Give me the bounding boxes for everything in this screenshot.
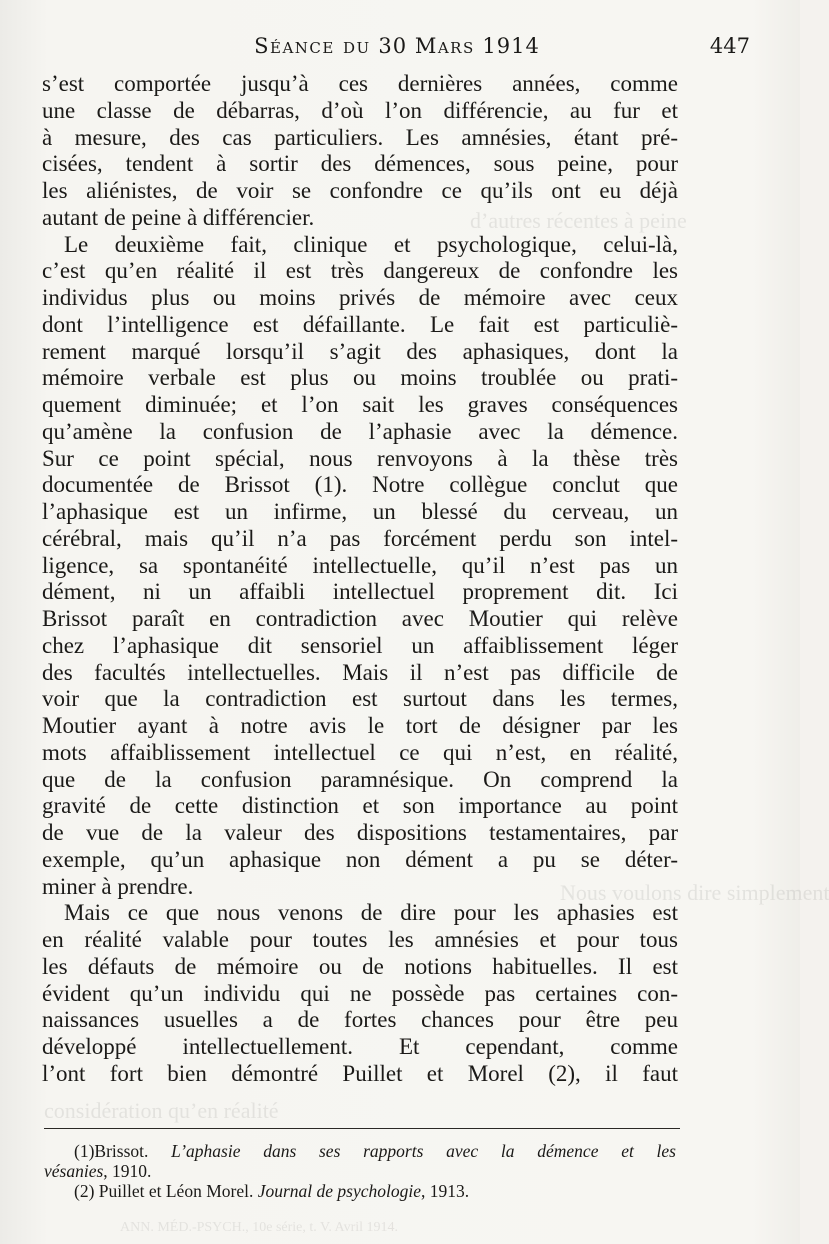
- text-line: l’aphasique est un infirme, un blessé du cerveau, un: [42, 499, 678, 524]
- footnote-1-marker: (1): [74, 1141, 95, 1161]
- footnote-1-year: , 1910.: [103, 1161, 152, 1181]
- text-line: mots affaiblissement intellectuel ce qui n’est, en réalité,: [42, 739, 678, 765]
- running-title-year: 1914: [482, 34, 540, 58]
- text-line: évident qu’un individu qui ne possède pas certaines con-: [42, 980, 678, 1006]
- text-line: mémoire verbale est plus ou moins troublée ou prati-: [42, 365, 678, 391]
- footnote-1-title: L’aphasie dans ses rapports avec la démence et les: [171, 1141, 676, 1161]
- text-line: que de la confusion paramnésique. On comprend la: [42, 766, 678, 792]
- text-line: Brissot paraît en contradiction avec Moutier qui relève: [42, 606, 678, 631]
- text-line: dément, ni un affaibli intellectuel proprement dit. Ici: [42, 579, 678, 605]
- text-line: rement marqué lorsqu’il s’agit des aphasiques, dont la: [42, 338, 678, 364]
- running-title-prefix: Séance du: [254, 34, 371, 58]
- text-line: gravité de cette distinction et son importance au point: [42, 793, 678, 819]
- text-line: dont l’intelligence est défaillante. Le fait est particuliè-: [42, 311, 678, 337]
- text-line: Mais ce que nous venons de dire pour les aphasies est: [64, 900, 678, 926]
- running-title-month: Mars: [414, 34, 475, 58]
- footnote-2-year: , 1913.: [421, 1181, 470, 1201]
- footnote-1: [44, 1141, 676, 1161]
- text-line: miner à prendre.: [42, 873, 194, 899]
- show-through: d’autres récentes à peine: [470, 208, 687, 233]
- page-number: 447: [709, 34, 750, 58]
- text-line: les aliénistes, de voir se confondre ce qu’ils ont eu déjà: [42, 178, 678, 203]
- footnote-1-author: Brissot.: [94, 1141, 149, 1161]
- show-through: ANN. MÉD.-PSYCH., 10e série, t. V. Avril 1914.: [120, 1220, 399, 1235]
- footnote-2: [44, 1181, 676, 1201]
- text-line: en réalité valable pour toutes les amnésies et pour tous: [42, 927, 678, 952]
- text-line: exemple, qu’un aphasique non dément a pu se déter-: [42, 846, 678, 872]
- footnote-2-journal: Journal de psychologie: [257, 1181, 422, 1201]
- text-line: des facultés intellectuelles. Mais il n’est pas difficile de: [42, 659, 678, 685]
- text-line: ligence, sa spontanéité intellectuelle, qu’il n’est pas un: [42, 552, 678, 578]
- footnote-1-cont: [44, 1161, 676, 1181]
- footnote-rule: [44, 1128, 680, 1129]
- text-line: c’est qu’en réalité il est très dangereux de confondre les: [42, 258, 678, 284]
- body-text: [42, 71, 678, 1088]
- text-line: quement diminuée; et l’on sait les graves conséquences: [42, 392, 678, 417]
- show-through: Nous voulons dire simplement: [560, 880, 829, 905]
- text-line: cérébral, mais qu’il n’a pas forcément perdu son intel-: [42, 525, 678, 551]
- running-title-day: 30: [378, 34, 408, 58]
- text-line: naissances usuelles a de fortes chances pour être peu: [42, 1007, 678, 1033]
- text-line: développé intellectuellement. Et cependant, comme: [42, 1034, 678, 1059]
- show-through: considération qu’en réalité: [44, 1098, 279, 1123]
- text-line: cisées, tendent à sortir des démences, sous peine, pour: [42, 151, 678, 177]
- text-line: s’est comportée jusqu’à ces dernières années, comme: [42, 71, 678, 96]
- text-line: autant de peine à différencier.: [42, 204, 315, 230]
- running-head: [44, 34, 750, 64]
- text-line: Le deuxième fait, clinique et psychologique, celui-là,: [64, 231, 678, 257]
- text-line: documentée de Brissot (1). Notre collègue conclut que: [42, 472, 678, 498]
- text-line: Sur ce point spécial, nous renvoyons à la thèse très: [42, 445, 678, 471]
- text-line: qu’amène la confusion de l’aphasie avec la démence.: [42, 418, 678, 444]
- footnote-2-marker: (2): [74, 1181, 95, 1201]
- footnote-1-title-cont: vésanies: [44, 1161, 104, 1181]
- text-line: de vue de la valeur des dispositions testamentaires, par: [42, 820, 678, 845]
- text-line: Moutier ayant à notre avis le tort de désigner par les: [42, 713, 678, 738]
- text-line: à mesure, des cas particuliers. Les amnésies, étant pré-: [42, 124, 678, 150]
- text-line: voir que la contradiction est surtout dans les termes,: [42, 686, 678, 712]
- text-line: une classe de débarras, d’où l’on différencie, au fur et: [42, 97, 678, 123]
- running-title: [44, 34, 750, 58]
- footnotes: [44, 1141, 676, 1201]
- footnote-2-authors: Puillet et Léon Morel.: [98, 1181, 254, 1201]
- text-line: les défauts de mémoire ou de notions habituelles. Il est: [42, 953, 678, 979]
- text-line: individus plus ou moins privés de mémoire avec ceux: [42, 285, 678, 310]
- text-line: chez l’aphasique dit sensoriel un affaiblissement léger: [42, 632, 678, 658]
- text-line: l’ont fort bien démontré Puillet et Morel (2), il faut: [42, 1060, 678, 1086]
